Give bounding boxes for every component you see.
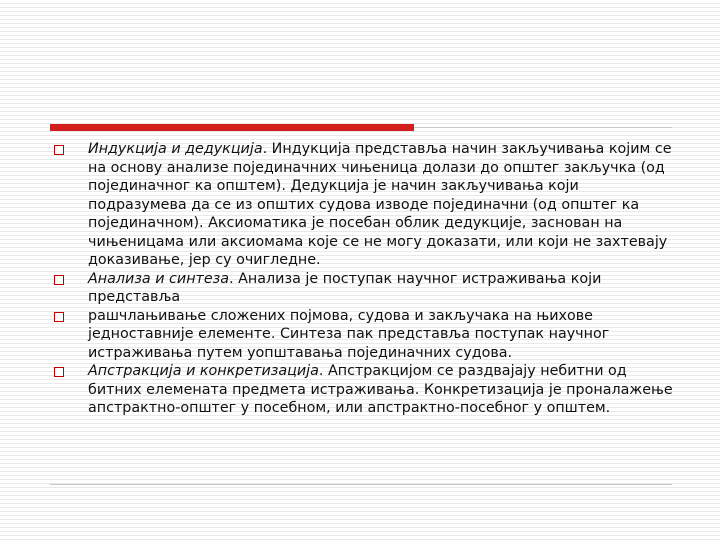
item-lead: Анализа и синтеза [88,270,230,287]
bottom-divider [50,484,672,485]
list-item-analysis-synthesis [52,270,677,307]
item-text: . Анализа је поступак научног истраживања који представља [88,270,602,305]
slide-body [52,140,677,418]
item-text: . Апстракцијом се раздвајају небитни од битних елемената предмета истраживања. Конкретизација је проналажење апстрактно-општег у посебном, или апстрактно-посебног у општем. [88,363,673,416]
list-item-decomposition [52,307,677,363]
square-bullet-icon [54,145,64,155]
list-item-induction-deduction [52,140,677,270]
square-bullet-icon [54,312,64,322]
item-lead: Индукција и дедукција [88,141,263,157]
list-item-abstraction-concretization [52,362,677,418]
item-text: рашчлањивање сложених појмова, судова и закључака на њихове једноставније елементе. Синтеза пак представља поступак научног истраживања путем уопштавања појединачних судова. [88,307,610,361]
square-bullet-icon [54,275,64,285]
item-lead: Апстракција и конкретизација [88,363,319,379]
title-accent-bar [50,124,414,131]
square-bullet-icon [54,367,64,377]
item-text: . Индукција представља начин закључивања којим се на основу анализе појединачних чињеница долази до општег закључка (од појединачног ка општем). Дедукција је начин закључивања који подразумева да се из општих судова изводе појединачни (од општег ка појединачном). Аксиоматика је посебан облик дедукције, заснован на чињеницама или аксиомама које се не могу доказати, или који не захтевају доказивање, јер су очигледне. [88,141,672,268]
